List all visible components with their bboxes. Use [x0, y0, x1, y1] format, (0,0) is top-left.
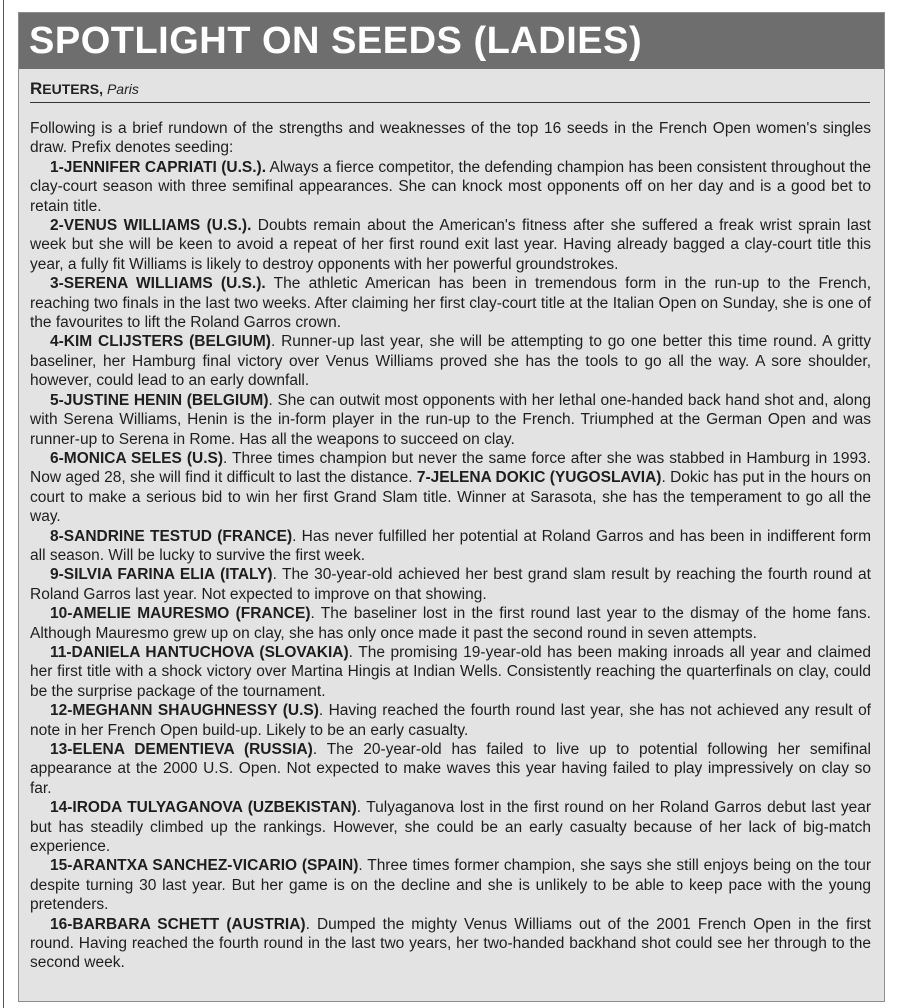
- seed-name: 13-ELENA DEMENTIEVA (RUSSIA): [50, 741, 313, 758]
- seed-name: 6-MONICA SELES (U.S): [50, 449, 223, 467]
- dateline-place: Paris: [106, 81, 139, 97]
- seed-name: 9-SILVIA FARINA ELIA (ITALY): [50, 566, 273, 584]
- seed-paragraph: 2-VENUS WILLIAMS (U.S.). Doubts remain about the American's fitness after she suffered a freak wrist sprain last week but she will be keen to avoid a repeat of her first round exit last year. Having already bagged a clay-court title this year, a fully fit Williams is likely to destroy opponents with her powerful groundstrokes.: [30, 217, 871, 273]
- seed-name: 7-JELENA DOKIC (YUGOSLAVIA): [416, 469, 662, 487]
- seed-paragraph: 10-AMELIE MAURESMO (FRANCE). The baseliner lost in the first round last year to the dismay of the home fans. Although Mauresmo grew up on clay, she has only once made it past the second round in seven attempts.: [30, 605, 871, 642]
- seed-name: 12-MEGHANN SHAUGHNESSY (U.S): [50, 702, 319, 720]
- seed-name: 3-SERENA WILLIAMS (U.S.).: [50, 275, 266, 293]
- seed-name: 10-AMELIE MAURESMO (FRANCE): [50, 605, 311, 623]
- seed-name: 15-ARANTXA SANCHEZ-VICARIO (SPAIN): [50, 857, 359, 875]
- seed-name: 5-JUSTINE HENIN (BELGIUM): [50, 391, 269, 409]
- intro-paragraph: Following is a brief rundown of the strengths and weaknesses of the top 16 seeds in the French Open women's singles draw. Prefix denotes seeding:: [30, 120, 871, 157]
- seed-paragraph: 1-JENNIFER CAPRIATI (U.S.). Always a fierce competitor, the defending champion has been consistent throughout the clay-court season with three semifinal appearances. She can knock most opponents off on her day and is a good bet to retain title.: [30, 158, 871, 215]
- title-bar: [19, 13, 884, 69]
- seed-paragraph: 14-IRODA TULYAGANOVA (UZBEKISTAN). Tulyaganova lost in the first round on her Roland Garros debut last year but has steadily climbed up the rankings. However, she could be an early casualty because of her lack of big-match experience.: [30, 799, 871, 856]
- seed-paragraph: 5-JUSTINE HENIN (BELGIUM). She can outwit most opponents with her lethal one-handed back hand shot and, along with Serena Williams, Henin is the in-form player in the run-up to the French. Triumphed at the German Open and was runner-up to Serena in Rome. Has all the weapons to succeed on clay.: [30, 391, 871, 448]
- seed-paragraph: 16-BARBARA SCHETT (AUSTRIA). Dumped the mighty Venus Williams out of the 2001 French Open in the first round. Having reached the fourth round in the last two years, her two-handed backhand shot could see her through to the second week.: [30, 915, 871, 972]
- seed-paragraph: 13-ELENA DEMENTIEVA (RUSSIA). The 20-year-old has failed to live up to potential following her semifinal appearance at the 2000 U.S. Open. Not expected to make waves this year having failed to play impressively on clay so far.: [30, 741, 871, 797]
- seed-paragraph: 9-SILVIA FARINA ELIA (ITALY). The 30-year-old achieved her best grand slam result by reaching the fourth round at Roland Garros last year. Not expected to improve on that showing.: [30, 566, 871, 603]
- seed-paragraph: 15-ARANTXA SANCHEZ-VICARIO (SPAIN). Three times former champion, she says she still enjoys being on the tour despite turning 30 last year. But her game is on the decline and she is unlikely to be able to keep pace with the young pretenders.: [30, 857, 871, 914]
- seed-name: 14-IRODA TULYAGANOVA (UZBEKISTAN): [50, 799, 357, 817]
- byline: [30, 79, 870, 103]
- seed-paragraph: 12-MEGHANN SHAUGHNESSY (U.S). Having reached the fourth round last year, she has not achieved any result of note in her French Open build-up. Likely to be an early casualty.: [30, 702, 871, 739]
- article-body: [30, 119, 871, 973]
- page-edge-rule: [3, 0, 4, 1008]
- seed-name: 2-VENUS WILLIAMS (U.S.).: [50, 217, 252, 235]
- seed-name: 11-DANIELA HANTUCHOVA (SLOVAKIA): [50, 643, 349, 661]
- article-box: [18, 12, 885, 1002]
- seed-paragraph: 11-DANIELA HANTUCHOVA (SLOVAKIA). The promising 19-year-old has been making inroads all year and claimed her first title with a shock victory over Martina Hingis at Indian Wells. Consistently reaching the quarterfinals on clay, could be the surprise package of the tournament.: [30, 643, 871, 700]
- seed-name: 4-KIM CLIJSTERS (BELGIUM): [50, 333, 271, 351]
- seed-paragraph: 8-SANDRINE TESTUD (FRANCE). Has never fulfilled her potential at Roland Garros and has been in indifferent form all season. Will be lucky to survive the first week.: [30, 527, 871, 564]
- seed-name: 8-SANDRINE TESTUD (FRANCE): [50, 527, 293, 545]
- seed-paragraph: 4-KIM CLIJSTERS (BELGIUM). Runner-up last year, she will be attempting to go one better this time round. A gritty baseliner, her Hamburg final victory over Venus Williams proved she has the tools to go all the way. A sore shoulder, however, could lead to an early downfall.: [30, 333, 871, 390]
- news-agency: REUTERS,: [30, 79, 103, 98]
- seed-name: 1-JENNIFER CAPRIATI (U.S.).: [50, 158, 267, 176]
- seed-paragraph: 3-SERENA WILLIAMS (U.S.). The athletic American has been in tremendous form in the run-up to the French, reaching two finals in the last two weeks. After claiming her first clay-court title at the Italian Open on Sunday, she is one of the favourites to lift the Roland Garros crown.: [30, 275, 872, 332]
- seed-paragraph: 6-MONICA SELES (U.S). Three times champion but never the same force after she was stabbed in Hamburg in 1993. Now aged 28, she will find it difficult to last the distance. 7-JELENA DOKIC (YUGOSLAVIA). Dokic has put in the hours on court to make a serious bid to win her first Grand Slam title. Winner at Sarasota, she has the temperament to go all the way.: [30, 449, 872, 526]
- article-title: SPOTLIGHT ON SEEDS (LADIES): [29, 19, 643, 62]
- seed-name: 16-BARBARA SCHETT (AUSTRIA): [50, 915, 306, 933]
